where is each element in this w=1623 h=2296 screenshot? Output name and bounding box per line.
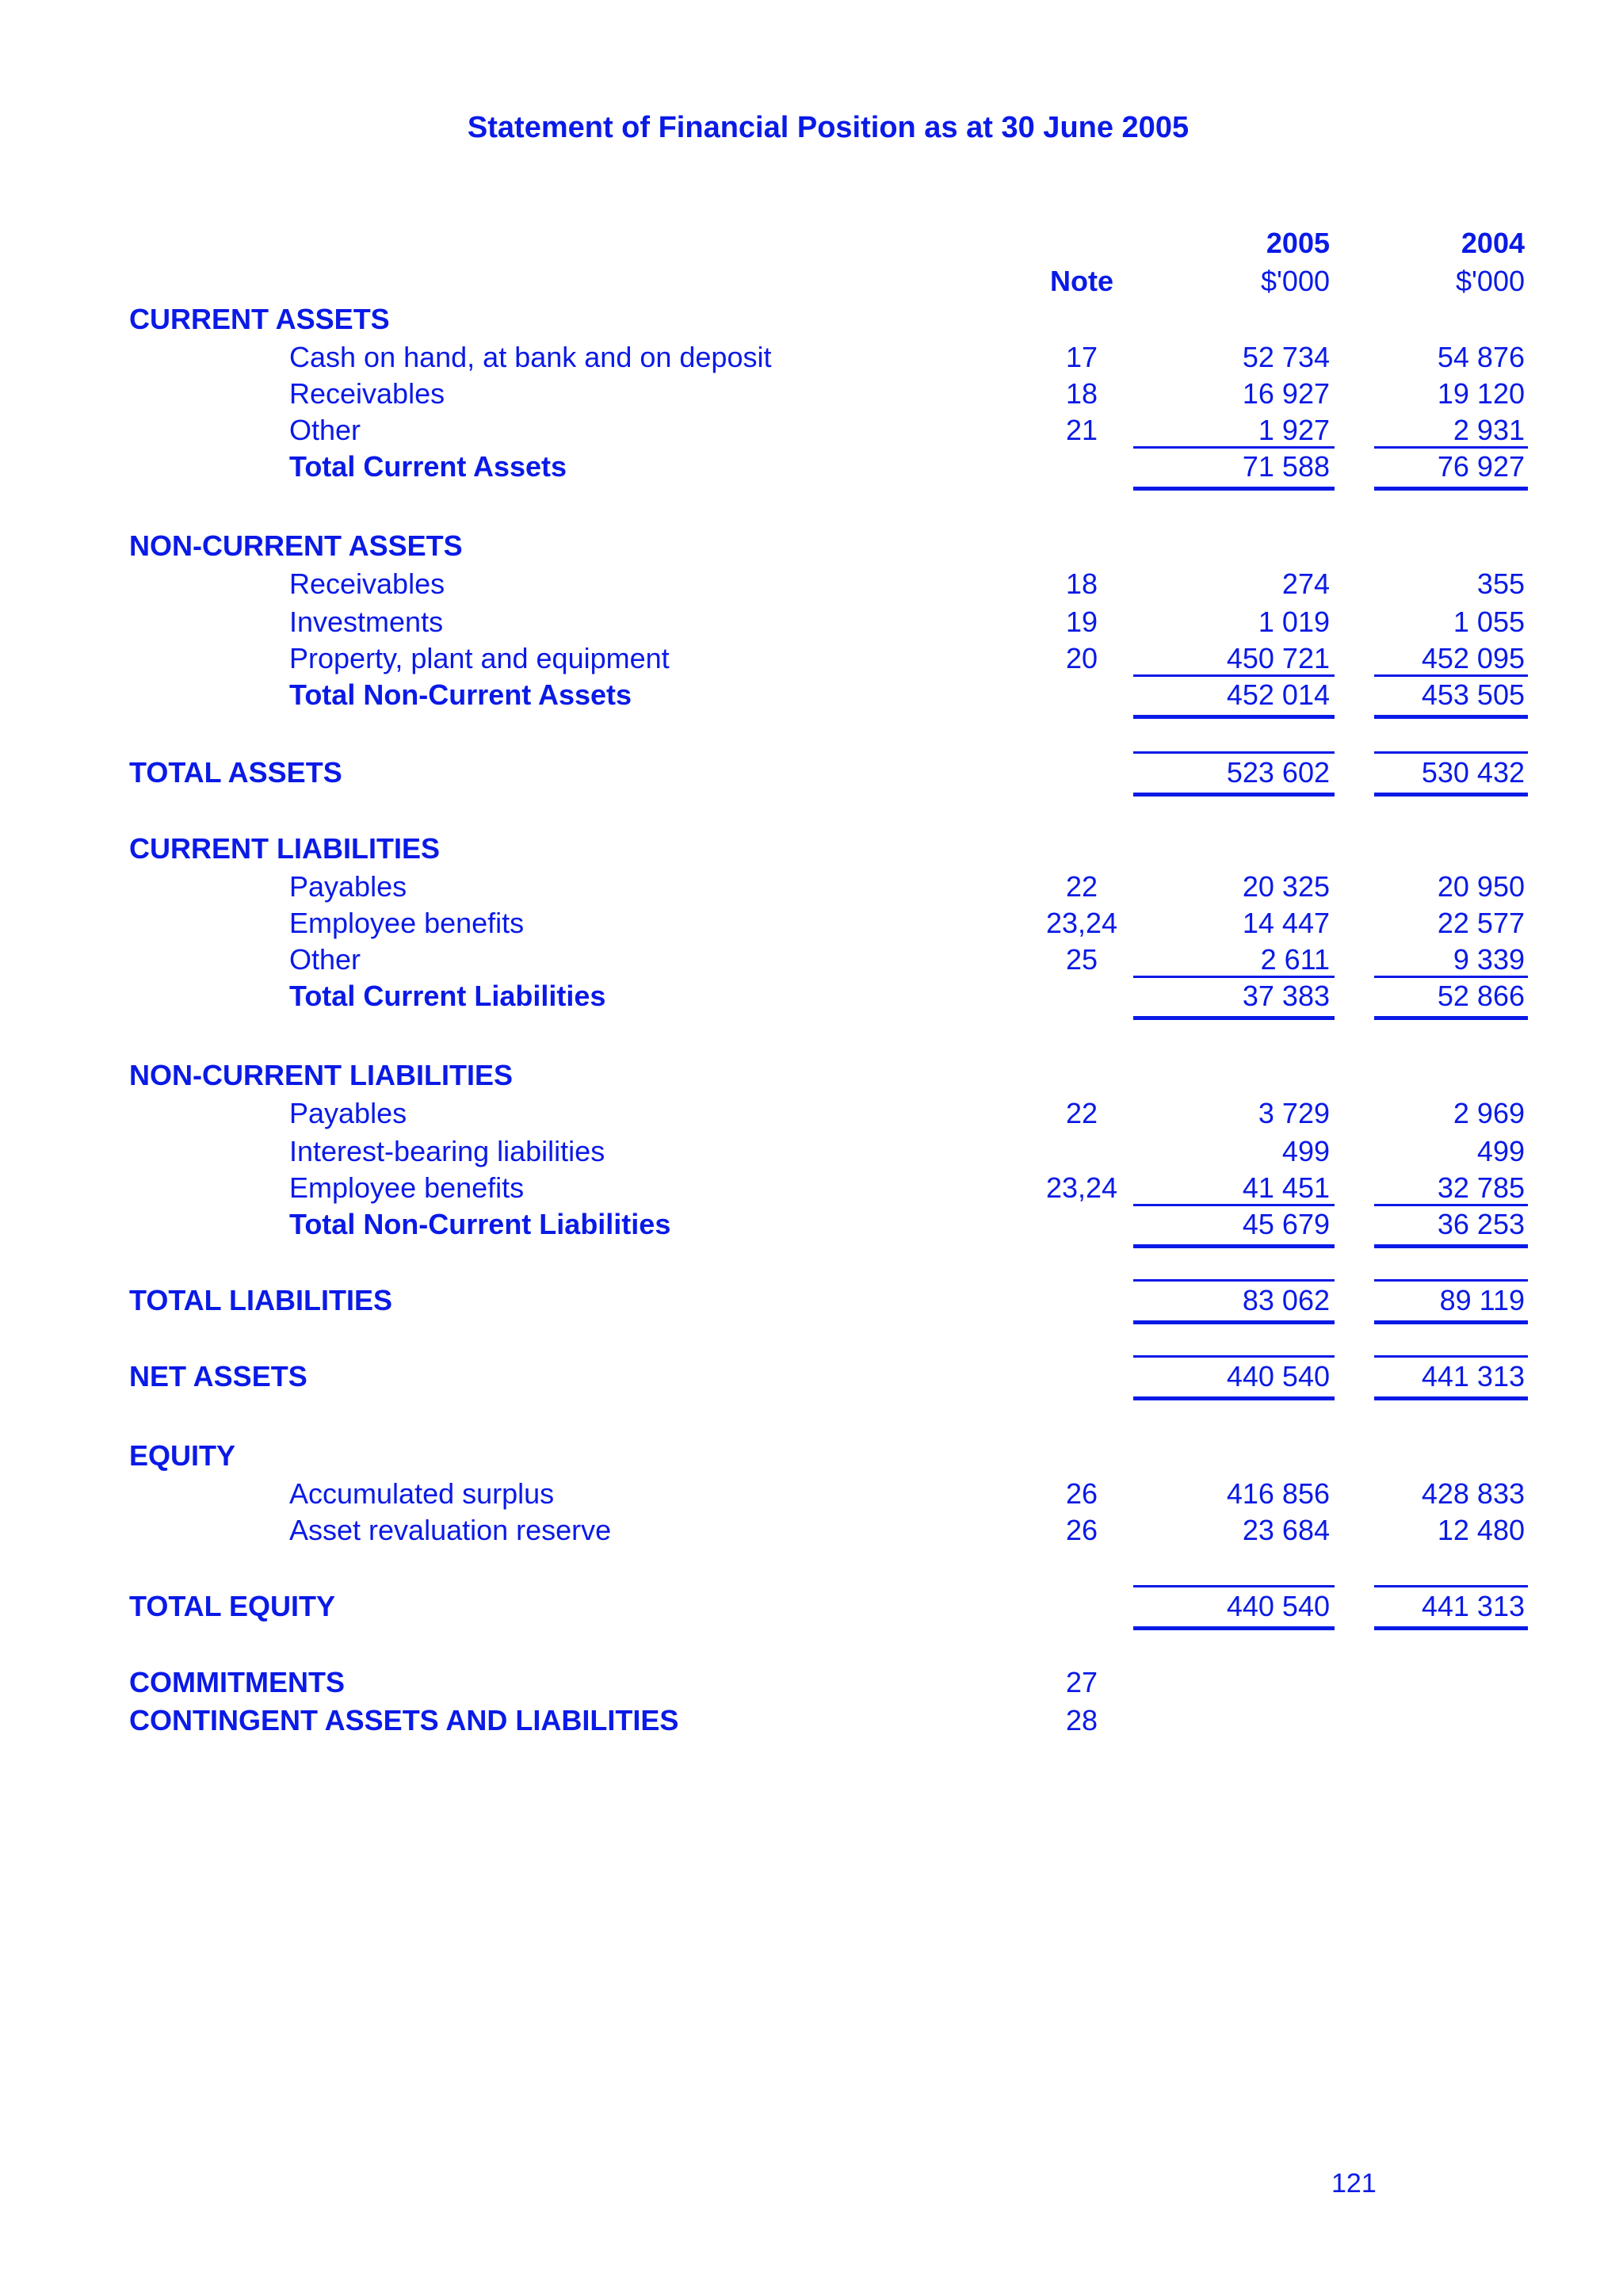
value-2005: 3 729: [1258, 1097, 1330, 1129]
line-item-row: [0, 1476, 1623, 1512]
row-label: Total Non-Current Liabilities: [289, 1208, 671, 1240]
row-label: Cash on hand, at bank and on deposit: [289, 341, 772, 373]
year-2005-header: 2005: [1266, 227, 1330, 259]
total-double-rule: [1374, 793, 1528, 797]
row-label: Total Current Assets: [289, 450, 567, 483]
total-row: [0, 449, 1623, 485]
value-2005: 1 927: [1258, 414, 1330, 446]
value-2004: 2 969: [1453, 1097, 1525, 1129]
value-2005: 452 014: [1226, 678, 1330, 711]
line-item-row: [0, 640, 1623, 677]
row-label: EQUITY: [129, 1439, 236, 1472]
value-2004: 36 253: [1437, 1208, 1525, 1240]
row-label: TOTAL ASSETS: [129, 756, 342, 789]
value-2005: 37 383: [1242, 980, 1330, 1012]
grand-total-top-rule: [1133, 1585, 1335, 1587]
page-number: 121: [1331, 2168, 1377, 2199]
value-2005: 416 856: [1226, 1477, 1330, 1510]
unit-2005-header: $'000: [1261, 265, 1330, 297]
row-label: Employee benefits: [289, 907, 525, 939]
grand-total-top-rule: [1374, 1355, 1528, 1358]
note-ref: 21: [1065, 414, 1098, 446]
total-double-rule: [1374, 1320, 1528, 1324]
value-2004: 453 505: [1421, 678, 1525, 711]
total-row: [0, 755, 1623, 791]
grand-total-top-rule: [1133, 1355, 1335, 1358]
note-ref: 23,24: [1045, 907, 1118, 939]
row-label: Total Current Liabilities: [289, 980, 606, 1012]
value-2005: 41 451: [1242, 1171, 1330, 1204]
value-2005: 20 325: [1242, 870, 1330, 903]
value-2005: 52 734: [1242, 341, 1330, 373]
row-label: CURRENT ASSETS: [129, 303, 390, 335]
note-ref: 20: [1065, 642, 1098, 674]
value-2004: 9 339: [1453, 943, 1525, 976]
total-double-rule: [1133, 715, 1335, 719]
note-column-header: Note: [1050, 265, 1113, 297]
row-label: Receivables: [289, 377, 445, 410]
value-2004: 12 480: [1437, 1514, 1525, 1546]
value-2005: 14 447: [1242, 907, 1330, 939]
row-label: TOTAL EQUITY: [129, 1590, 336, 1622]
grand-total-top-rule: [1374, 1585, 1528, 1587]
section-heading-row: [0, 1438, 1623, 1474]
section-heading-row: [0, 301, 1623, 338]
value-2004: 1 055: [1453, 606, 1525, 638]
total-double-rule: [1133, 487, 1335, 491]
total-double-rule: [1374, 487, 1528, 491]
total-double-rule: [1133, 793, 1335, 797]
note-ref: 26: [1065, 1477, 1098, 1510]
note-ref: 23,24: [1045, 1171, 1118, 1204]
total-double-rule: [1374, 1396, 1528, 1400]
line-item-row: [0, 869, 1623, 905]
row-label: Payables: [289, 1097, 407, 1129]
total-double-rule: [1133, 1320, 1335, 1324]
value-2005: 450 721: [1226, 642, 1330, 674]
row-label: Other: [289, 943, 361, 976]
line-item-row: [0, 376, 1623, 412]
value-2005: 440 540: [1226, 1590, 1330, 1622]
total-row: [0, 1206, 1623, 1243]
value-2004: 19 120: [1437, 377, 1525, 410]
value-2004: 499: [1476, 1135, 1525, 1167]
note-ref: 26: [1065, 1514, 1098, 1546]
unit-2004-header: $'000: [1456, 265, 1525, 297]
note-ref: 17: [1065, 341, 1098, 373]
value-2004: 76 927: [1437, 450, 1525, 483]
section-heading-row: [0, 528, 1623, 564]
total-row: [0, 677, 1623, 713]
value-2005: 45 679: [1242, 1208, 1330, 1240]
page-title: Statement of Financial Position as at 30 June 2005: [467, 111, 1190, 144]
row-label: Investments: [289, 606, 444, 638]
value-2005: 16 927: [1242, 377, 1330, 410]
grand-total-top-rule: [1374, 1279, 1528, 1282]
line-item-row: [0, 905, 1623, 942]
value-2005: 499: [1281, 1135, 1330, 1167]
value-2005: 523 602: [1226, 756, 1330, 789]
total-double-rule: [1133, 1244, 1335, 1248]
row-label: Employee benefits: [289, 1171, 525, 1204]
value-2004: 441 313: [1421, 1360, 1525, 1392]
value-2004: 428 833: [1421, 1477, 1525, 1510]
row-label: Asset revaluation reserve: [289, 1514, 612, 1546]
value-2004: 530 432: [1421, 756, 1525, 789]
value-2004: 441 313: [1421, 1590, 1525, 1622]
note-ref: 27: [1065, 1666, 1098, 1698]
note-ref: 22: [1065, 1097, 1098, 1129]
total-double-rule: [1133, 1016, 1335, 1020]
total-double-rule: [1374, 1626, 1528, 1630]
line-item-row: [0, 1170, 1623, 1206]
row-label: Total Non-Current Assets: [289, 678, 632, 711]
total-double-rule: [1133, 1396, 1335, 1400]
row-label: NON-CURRENT ASSETS: [129, 529, 463, 562]
row-label: COMMITMENTS: [129, 1666, 345, 1698]
value-2004: 32 785: [1437, 1171, 1525, 1204]
unit-header-row: [0, 263, 1623, 300]
row-label: Other: [289, 414, 361, 446]
row-label: TOTAL LIABILITIES: [129, 1284, 392, 1316]
total-row: [0, 1282, 1623, 1319]
grand-total-top-rule: [1374, 751, 1528, 754]
grand-total-top-rule: [1133, 1279, 1335, 1282]
row-label: Property, plant and equipment: [289, 642, 670, 674]
row-label: Receivables: [289, 567, 445, 600]
note-ref: 18: [1065, 567, 1098, 600]
line-item-row: [0, 566, 1623, 602]
row-label: Accumulated surplus: [289, 1477, 555, 1510]
section-heading-row: [0, 1057, 1623, 1094]
row-label: NON-CURRENT LIABILITIES: [129, 1059, 513, 1091]
year-header-row: [0, 225, 1623, 262]
line-item-row: [0, 942, 1623, 978]
value-2005: 1 019: [1258, 606, 1330, 638]
line-item-row: [0, 412, 1623, 449]
value-2005: 23 684: [1242, 1514, 1330, 1546]
value-2004: 2 931: [1453, 414, 1525, 446]
section-heading-row: [0, 1702, 1623, 1739]
value-2004: 22 577: [1437, 907, 1525, 939]
note-ref: 19: [1065, 606, 1098, 638]
line-item-row: [0, 1512, 1623, 1549]
row-label: CURRENT LIABILITIES: [129, 832, 440, 865]
note-ref: 18: [1065, 377, 1098, 410]
row-label: Payables: [289, 870, 407, 903]
total-double-rule: [1374, 1016, 1528, 1020]
note-ref: 25: [1065, 943, 1098, 976]
row-label: NET ASSETS: [129, 1360, 307, 1392]
value-2004: 20 950: [1437, 870, 1525, 903]
value-2005: 83 062: [1242, 1284, 1330, 1316]
value-2004: 89 119: [1439, 1284, 1525, 1316]
note-ref: 22: [1065, 870, 1098, 903]
line-item-row: [0, 604, 1623, 640]
grand-total-top-rule: [1133, 751, 1335, 754]
value-2004: 452 095: [1421, 642, 1525, 674]
total-row: [0, 978, 1623, 1014]
row-label: CONTINGENT ASSETS AND LIABILITIES: [129, 1704, 679, 1736]
value-2005: 2 611: [1260, 943, 1330, 976]
line-item-row: [0, 1133, 1623, 1170]
note-ref: 28: [1065, 1704, 1098, 1736]
line-item-row: [0, 1095, 1623, 1132]
section-heading-row: [0, 831, 1623, 867]
value-2005: 440 540: [1226, 1360, 1330, 1392]
value-2005: 71 588: [1242, 450, 1330, 483]
total-double-rule: [1374, 715, 1528, 719]
year-2004-header: 2004: [1461, 227, 1525, 259]
line-item-row: [0, 339, 1623, 376]
section-heading-row: [0, 1664, 1623, 1701]
value-2004: 52 866: [1437, 980, 1525, 1012]
row-label: Interest-bearing liabilities: [289, 1135, 605, 1167]
value-2005: 274: [1281, 567, 1330, 600]
value-2004: 355: [1476, 567, 1525, 600]
total-double-rule: [1133, 1626, 1335, 1630]
total-double-rule: [1374, 1244, 1528, 1248]
total-row: [0, 1358, 1623, 1395]
value-2004: 54 876: [1437, 341, 1525, 373]
total-row: [0, 1588, 1623, 1625]
